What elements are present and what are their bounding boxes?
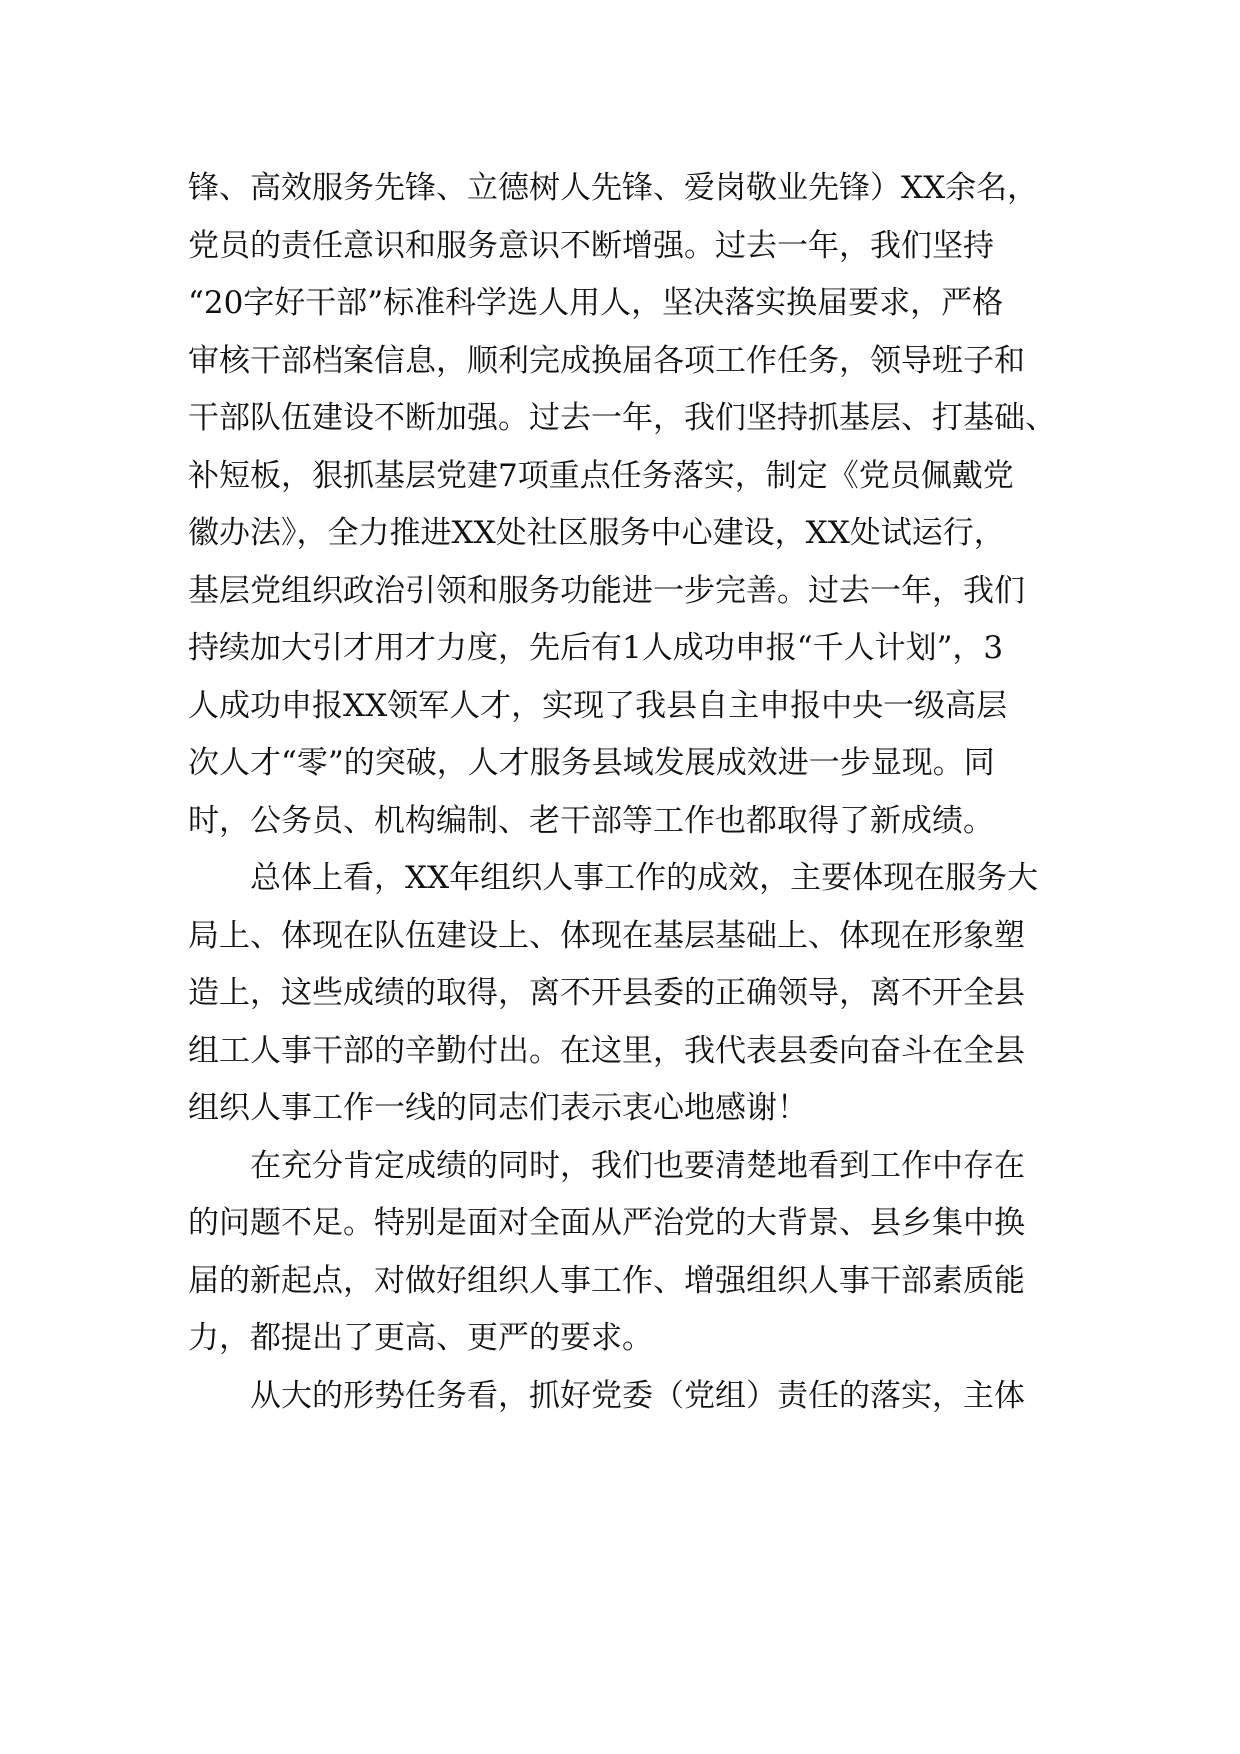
- text-line: 局上、体现在队伍建设上、体现在基层基础上、体现在形象塑: [188, 918, 1025, 954]
- text-line: 时，公务员、机构编制、老干部等工作也都取得了新成绩。: [188, 803, 994, 839]
- text-line: 的问题不足。特别是面对全面从严治党的大背景、县乡集中换: [188, 1205, 1025, 1241]
- text-line: 徽办法》，全力推进XX处社区服务中心建设，XX处试运行，: [188, 515, 1005, 551]
- text-line: 基层党组织政治引领和服务功能进一步完善。过去一年，我们: [188, 573, 1025, 609]
- text-line: 审核干部档案信息，顺利完成换届各项工作任务，领导班子和: [188, 343, 1025, 379]
- text-line: 造上，这些成绩的取得，离不开县委的正确领导，离不开全县: [188, 975, 1025, 1011]
- text-line: 届的新起点，对做好组织人事工作、增强组织人事干部素质能: [188, 1263, 1025, 1299]
- text-line: 党员的责任意识和服务意识不断增强。过去一年，我们坚持: [188, 228, 994, 264]
- text-line: 总体上看，XX年组织人事工作的成效，主要体现在服务大: [250, 860, 1039, 896]
- text-line: 在充分肯定成绩的同时，我们也要清楚地看到工作中存在: [250, 1148, 1025, 1184]
- text-line: 锋、高效服务先锋、立德树人先锋、爱岗敬业先锋）XX余名，: [188, 170, 1039, 206]
- text-line: 组工人事干部的辛勤付出。在这里，我代表县委向奋斗在全县: [188, 1033, 1025, 1069]
- text-line: 力，都提出了更高、更严的要求。: [188, 1320, 653, 1356]
- text-line: 次人才“零”的突破，人才服务县域发展成效进一步显现。同: [188, 745, 995, 781]
- text-line: 干部队伍建设不断加强。过去一年，我们坚持抓基层、打基础、: [188, 400, 1056, 436]
- text-line: 持续加大引才用才力度，先后有1人成功申报“千人计划”，3: [188, 630, 1004, 666]
- text-line: 人成功申报XX领军人才，实现了我县自主申报中央一级高层: [188, 688, 1008, 724]
- text-line: 从大的形势任务看，抓好党委（党组）责任的落实，主体: [250, 1378, 1025, 1414]
- text-line: 组织人事工作一线的同志们表示衷心地感谢！: [188, 1090, 808, 1126]
- text-line: 补短板，狠抓基层党建7项重点任务落实，制定《党员佩戴党: [188, 458, 1014, 494]
- text-line: “20字好干部”标准科学选人用人，坚决落实换届要求，严格: [188, 285, 1004, 321]
